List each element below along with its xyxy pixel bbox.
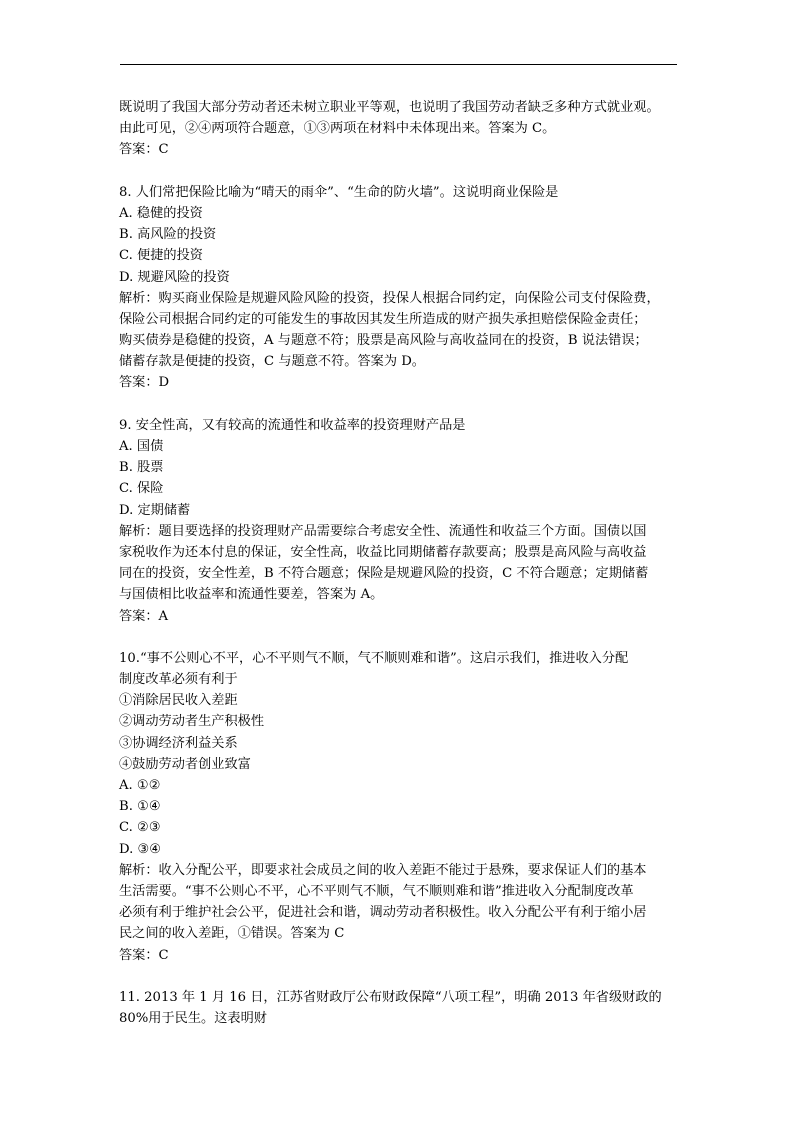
option-d: D. 定期储蓄: [119, 502, 191, 518]
analysis-line: 民之间的收入差距，①错误。答案为 C: [119, 926, 345, 942]
question-9: 9. 安全性高，又有较高的流通性和收益率的投资理财产品是: [119, 417, 466, 433]
document-body: [119, 97, 689, 1029]
analysis-line: 必须有利于维护社会公平，促进社会和谐，调动劳动者积极性。收入分配公平有利于缩小居: [119, 905, 647, 921]
answer-line: 答案：C: [119, 142, 169, 158]
option-b: B. 股票: [119, 460, 164, 476]
option-c: C. 保险: [119, 481, 164, 497]
statement-3: ③协调经济利益关系: [119, 735, 238, 751]
option-b: B. ①④: [119, 799, 161, 815]
option-c: C. ②③: [119, 820, 161, 836]
analysis-line: 解析：题目要选择的投资理财产品需要综合考虑安全性、流通性和收益三个方面。国债以国: [119, 523, 647, 539]
option-c: C. 便捷的投资: [119, 248, 203, 264]
option-a: A. 稳健的投资: [119, 205, 203, 221]
answer-line: 答案：C: [119, 947, 169, 963]
answer-line: 答案：D: [119, 375, 170, 391]
analysis-line: 与国债相比收益率和流通性要差，答案为 A。: [119, 587, 384, 603]
option-a: A. ①②: [119, 778, 161, 793]
question-11: 11. 2013 年 1 月 16 日，江苏省财政厅公布财政保障“八项工程”，明确 2013 年省级财政的: [119, 989, 662, 1005]
analysis-line: 同在的投资，安全性差，B 不符合题意；保险是规避风险的投资，C 不符合题意；定期储蓄: [119, 566, 649, 582]
analysis-line: 解析：购买商业保险是规避风险风险的投资，投保人根据合同约定，向保险公司支付保险费，: [119, 290, 660, 306]
analysis-line: 购买债券是稳健的投资，A 与题意不符；股票是高风险与高收益同在的投资，B 说法错误；: [119, 333, 648, 349]
paragraph-gap: [119, 161, 689, 182]
analysis-line: 解析：收入分配公平，即要求社会成员之间的收入差距不能过于悬殊，要求保证人们的基本: [119, 862, 647, 878]
option-a: A. 国债: [119, 439, 164, 454]
paragraph-gap: [119, 966, 689, 987]
header-rule: [120, 64, 677, 65]
option-d: D. ③④: [119, 841, 162, 857]
analysis-line: 储蓄存款是便捷的投资，C 与题意不符。答案为 D。: [119, 354, 425, 370]
paragraph-gap: [119, 627, 689, 648]
question-11-cont: 80%用于民生。这表明财: [119, 1011, 267, 1027]
text-line: 由此可见，②④两项符合题意，①③两项在材料中未体现出来。答案为 C。: [119, 121, 556, 137]
text-line: 既说明了我国大部分劳动者还未树立职业平等观，也说明了我国劳动者缺乏多种方式就业观。: [119, 100, 660, 115]
question-10: 10.“事不公则心不平，心不平则气不顺，气不顺则难和谐”。这启示我们，推进收入分配: [119, 650, 629, 666]
option-b: B. 高风险的投资: [119, 227, 217, 243]
analysis-line: 保险公司根据合同约定的可能发生的事故因其发生所造成的财产损失承担赔偿保险金责任；: [119, 311, 647, 327]
answer-line: 答案：A: [119, 608, 169, 624]
question-10-cont: 制度改革必须有利于: [119, 672, 238, 688]
analysis-line: 生活需要。“事不公则心不平，心不平则气不顺，气不顺则难和谐”推进收入分配制度改革: [119, 883, 634, 899]
statement-2: ②调动劳动者生产积极性: [119, 714, 265, 730]
analysis-line: 家税收作为还本付息的保证，安全性高，收益比同期储蓄存款要高；股票是高风险与高收益: [119, 544, 647, 560]
paragraph-gap: [119, 394, 689, 415]
statement-4: ④鼓励劳动者创业致富: [119, 756, 251, 772]
option-d: D. 规避风险的投资: [119, 269, 230, 285]
statement-1: ①消除居民收入差距: [119, 693, 238, 709]
question-8: 8. 人们常把保险比喻为“晴天的雨伞”、“生命的防火墙”。这说明商业保险是: [119, 184, 559, 200]
